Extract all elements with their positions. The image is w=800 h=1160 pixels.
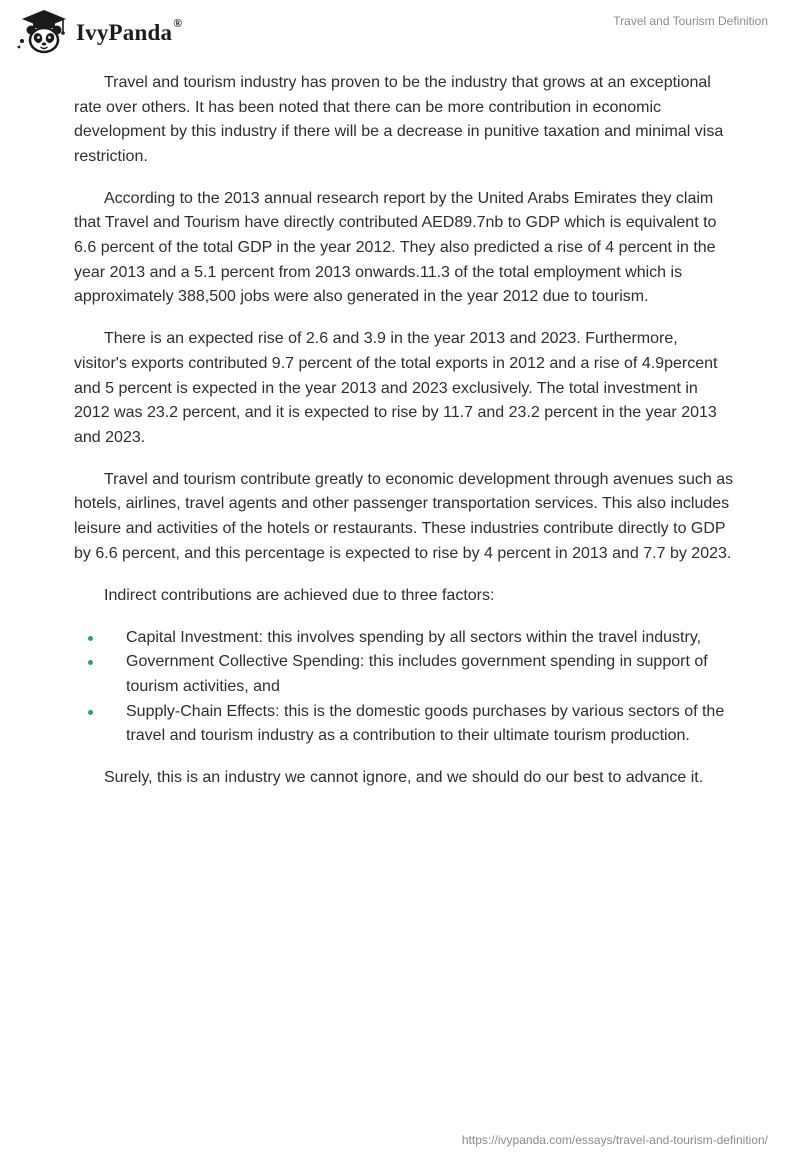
paragraph: There is an expected rise of 2.6 and 3.9 in the year 2013 and 2023. Furthermore, visitor's exports contributed 9.7 percent of the total exports in 2012 and a rise of 4.9percent and 5 percent is expected in the year 2013 and 2023 exclusively. The total investment in 2012 was 23.2 percent, and it is expected to rise by 11.7 and 23.2 percent in the year 2013 and 2023. bbox=[74, 330, 718, 446]
factor-list bbox=[74, 626, 734, 749]
essay-body bbox=[74, 71, 734, 808]
list-item-text: Government Collective Spending: this includes government spending in support of tourism activities, and bbox=[126, 653, 708, 695]
list-item bbox=[74, 700, 734, 749]
bullet-dot-icon bbox=[88, 710, 93, 715]
panda-graduation-cap-icon bbox=[14, 8, 74, 56]
list-item-text: Capital Investment: this involves spending by all sectors within the travel industry, bbox=[126, 628, 702, 646]
closing-paragraph: Surely, this is an industry we cannot ignore, and we should do our best to advance it. bbox=[104, 768, 704, 786]
list-item-text: Supply-Chain Effects: this is the domestic goods purchases by various sectors of the travel and tourism industry as a contribution to their ultimate tourism production. bbox=[126, 702, 725, 745]
registered-mark: ® bbox=[173, 16, 183, 31]
document-title: Travel and Tourism Definition bbox=[613, 14, 768, 28]
paragraph: According to the 2013 annual research report by the United Arabs Emirates they claim that Travel and Tourism have directly contributed AED89.7nb to GDP which is equivalent to 6.6 percent of the total GDP in the year 2012. They also predicted a rise of 4 percent in the year 2013 and a 5.1 percent from 2013 onwards.11.3 of the total employment which is approximately 388,500 jobs were also generated in the year 2012 due to tourism. bbox=[74, 189, 717, 306]
brand-logo[interactable] bbox=[14, 8, 182, 56]
list-item bbox=[74, 650, 734, 699]
bullet-dot-icon bbox=[88, 660, 93, 665]
list-item bbox=[74, 626, 734, 651]
source-url[interactable]: https://ivypanda.com/essays/travel-and-tourism-definition/ bbox=[461, 1133, 768, 1147]
paragraph: Travel and tourism industry has proven to be the industry that grows at an exceptional rate over others. It has been noted that there can be more contribution in economic development by this industry if there will be a decrease in punitive taxation and minimal visa restriction. bbox=[74, 74, 724, 165]
bullet-dot-icon bbox=[88, 636, 93, 641]
brand-name: IvyPanda® bbox=[76, 16, 183, 45]
paragraph: Indirect contributions are achieved due to three factors: bbox=[104, 586, 495, 604]
page-header bbox=[0, 0, 800, 60]
paragraph: Travel and tourism contribute greatly to economic development through avenues such as hotels, airlines, travel agents and other passenger transportation services. This also includes leisure and activities of the hotels or restaurants. These industries contribute directly to GDP by 6.6 percent, and this percentage is expected to rise by 4 percent in 2013 and 7.7 by 2023. bbox=[74, 470, 734, 562]
